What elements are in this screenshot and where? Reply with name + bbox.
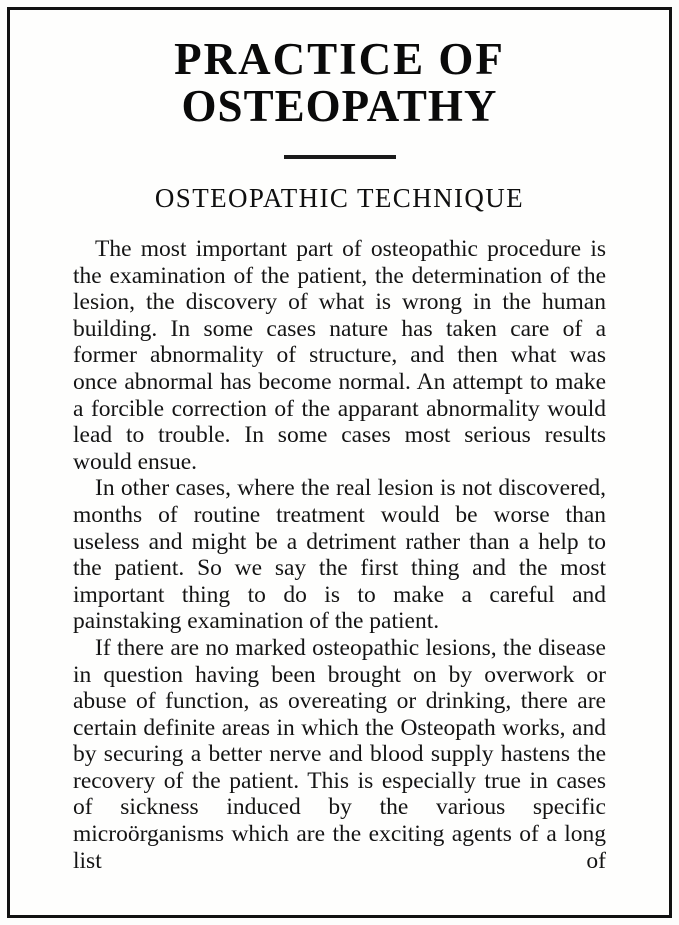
book-title-line-2: OSTEOPATHY	[181, 81, 498, 131]
paper-surface	[10, 10, 669, 915]
body-text	[73, 236, 606, 874]
body-paragraph: In other cases, where the real lesion is not discovered, months of routine treatment would be worse than useless and might be a detriment rather than a help to the patient. So we say the first thing and the most important thing to do is to make a careful and painstaking examination of the patient.	[73, 475, 606, 635]
body-paragraph: The most important part of osteopathic procedure is the examination of the patient, the determination of the lesion, the discovery of what is wrong in the human building. In some cases nature has taken care of a former abnormality of structure, and then what was once abnormal has become normal. An attempt to make a forcible correction of the apparant abnormality would lead to trouble. In some cases most serious results would ensue.	[73, 236, 606, 475]
page-content	[73, 28, 606, 874]
book-title-line-1: PRACTICE OF	[174, 34, 505, 84]
section-heading: OSTEOPATHIC TECHNIQUE	[154, 183, 525, 213]
title-divider-rule	[284, 155, 396, 159]
body-paragraph: If there are no marked osteopathic lesions, the disease in question having been brought on by overwork or abuse of function, as overeating or drinking, there are certain definite areas in which the Osteopath works, and by securing a better nerve and blood supply hastens the recovery of the patient. This is especially true in cases of sickness induced by the various specific microörganisms which are the exciting agents of a long list of	[73, 634, 606, 874]
book-title	[73, 28, 606, 129]
